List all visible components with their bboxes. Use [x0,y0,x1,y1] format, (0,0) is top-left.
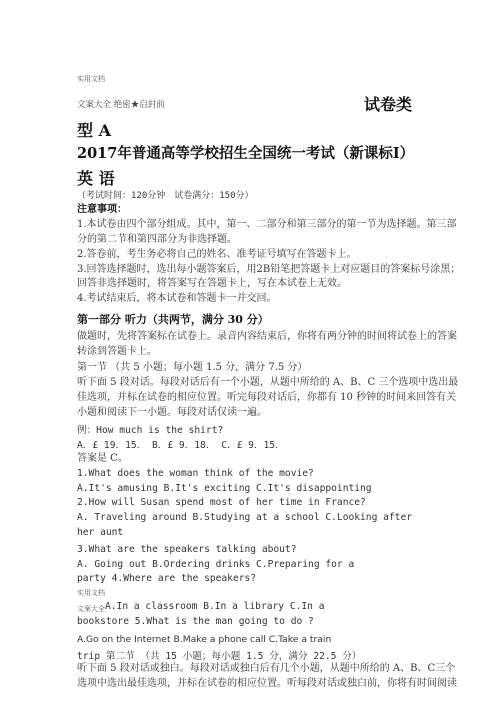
notice-heading: 注意事项： [77,204,127,215]
question-1: 1.What does the woman think of the movie? [77,468,314,479]
section1-heading: 第一节 （共 5 小题；每小题 1.5 分，满分 7.5 分） [77,362,308,373]
page-title: 2017年普通高等学校招生全国统一考试（新课标Ⅰ） [77,145,415,162]
question-3-options-cont: party 4.Where are the speakers? [77,573,257,584]
notice-line: 3.回答选择题时，选出每小题答案后，用2B铅笔把答题卡上对应题目的答案标号涂黑； [77,264,461,275]
page-header-confidential: 文案大全 绝密★启封前 [77,100,165,110]
notice-line: 分的第二节和第四部分为非选择题。 [77,234,237,245]
section1-intro-line: 佳选项，并标在试卷的相应位置。听完每段对话后，你都有 10 秒钟的时间来回答有关 [77,392,457,403]
notice-line: 2.答卷前，考生务必将自己的姓名、准考证号填写在答题卡上。 [77,249,357,260]
subject-title: 英 语 [77,169,115,188]
page-footer-label: 实用文档 [77,589,105,597]
part1-intro-line: 做题时，先将答案标在试卷上。录音内容结束后，你将有两分钟的时间将试卷上的答案 [77,331,457,342]
paper-category-label-cont: 型 A [77,121,111,140]
question-4-options: A.In a classroom B.In a library C.In a [105,601,325,612]
question-4-options-cont: bookstore 5.What is the man going to do ? [77,616,314,627]
page-header-label-2: 文案大全 [77,605,105,613]
notice-line: 1.本试卷由四个部分组成。其中，第一、二部分和第三部分的第一节为选择题。第三部 [77,219,457,230]
exam-info: （考试时间：120分钟 试卷满分：150分） [77,191,254,201]
section1-intro-line: 小题和阅读下一小题。每段对话仅读一遍。 [77,407,267,418]
example-options: A．£ 19．15． B．£ 9．18． C．£ 9．15． [77,440,285,451]
section2-intro-line: 听下面 5 段对话或独白。每段对话或独白后有几个小题，从题中所给的 A、B、C三个 [77,663,456,674]
section1-intro-line: 听下面 5 段对话。每段对话后有一个小题，从题中所给的 A、B、C 三个选项中选出最 [77,377,459,388]
example-question: 例：How much is the shirt? [77,425,224,436]
question-3: 3.What are the speakers talking about? [77,544,297,555]
section2-intro-line: 选项中选出最佳选项，并标在试卷的相应位置。听每段对话或独白前，你将有时间阅读 [77,678,457,689]
question-1-options: A.It's amusing B.It's exciting C.It's disappointing [77,483,372,494]
question-3-options: A. Going out B.Ordering drinks C.Preparing for a [77,559,355,570]
notice-line: 4.考试结束后，将本试卷和答题卡一并交回。 [77,293,277,304]
question-2-options-cont: her aunt [77,527,124,538]
question-2-options: A. Traveling around B.Studying at a school C.Looking after [77,512,413,523]
question-2: 2.How will Susan spend most of her time in France? [77,497,366,508]
part1-heading: 第一部分 听力（共两节，满分 30 分） [77,313,269,326]
paper-category-label: 试卷类 [364,95,413,114]
question-5-options: A.Go on the Internet B.Make a phone call C.Take a train [77,634,332,645]
section2-heading: trip 第二节 （共 15 小题；每小题 1.5 分，满分 22.5 分） [77,651,362,662]
part1-intro-line: 转涂到答题卡上。 [77,346,157,357]
example-answer: 答案是 C。 [77,453,128,464]
page-header-label: 实用文档 [77,75,105,83]
notice-line: 回答非选择题时，将答案写在答题卡上，写在本试卷上无效。 [77,278,347,289]
